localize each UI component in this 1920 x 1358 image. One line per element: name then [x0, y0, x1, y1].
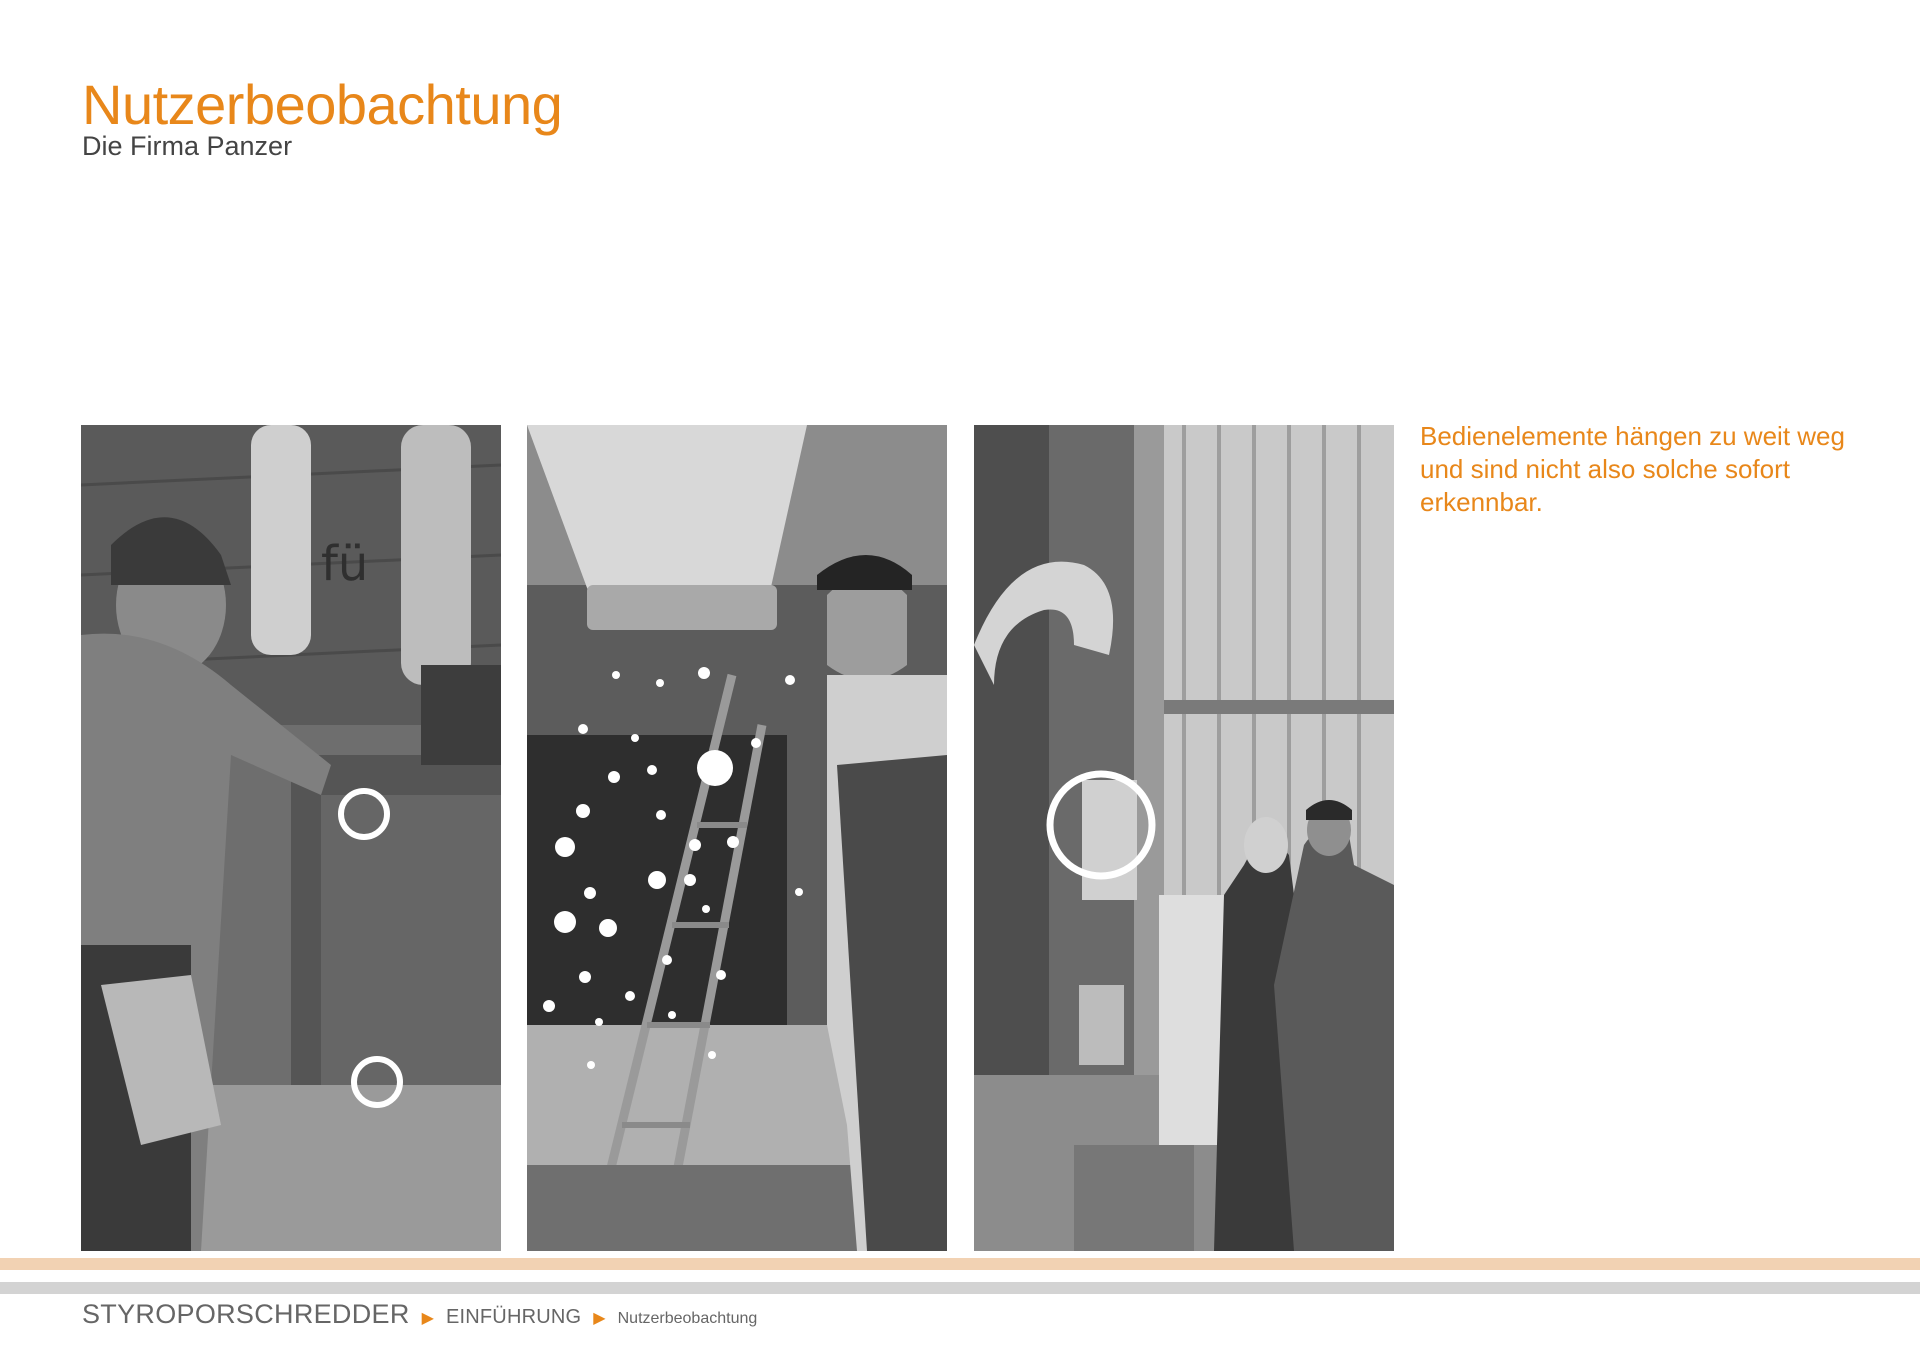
- photo-workers-near-control-box: [974, 425, 1394, 1251]
- observation-caption: Bedienelemente hängen zu weit weg und sind nicht also solche sofort erkennbar.: [1420, 421, 1845, 517]
- triangle-right-icon: ▶: [593, 1310, 606, 1327]
- photo-worker-at-shredder: [81, 425, 501, 1251]
- svg-text:fü: fü: [321, 536, 369, 592]
- breadcrumb-root[interactable]: STYROPORSCHREDDER: [82, 1299, 410, 1329]
- triangle-right-icon: ▶: [421, 1310, 434, 1327]
- photo-worker-beside-ladder: [527, 425, 947, 1251]
- breadcrumb-current-page: Nutzerbeobachtung: [617, 1310, 758, 1327]
- footer-divider-orange: [0, 1258, 1920, 1270]
- breadcrumb: [82, 1299, 757, 1330]
- footer-divider-gray: [0, 1282, 1920, 1294]
- page-subtitle: Die Firma Panzer: [82, 131, 293, 161]
- page-title: Nutzerbeobachtung: [82, 73, 563, 136]
- breadcrumb-section[interactable]: EINFÜHRUNG: [445, 1306, 582, 1328]
